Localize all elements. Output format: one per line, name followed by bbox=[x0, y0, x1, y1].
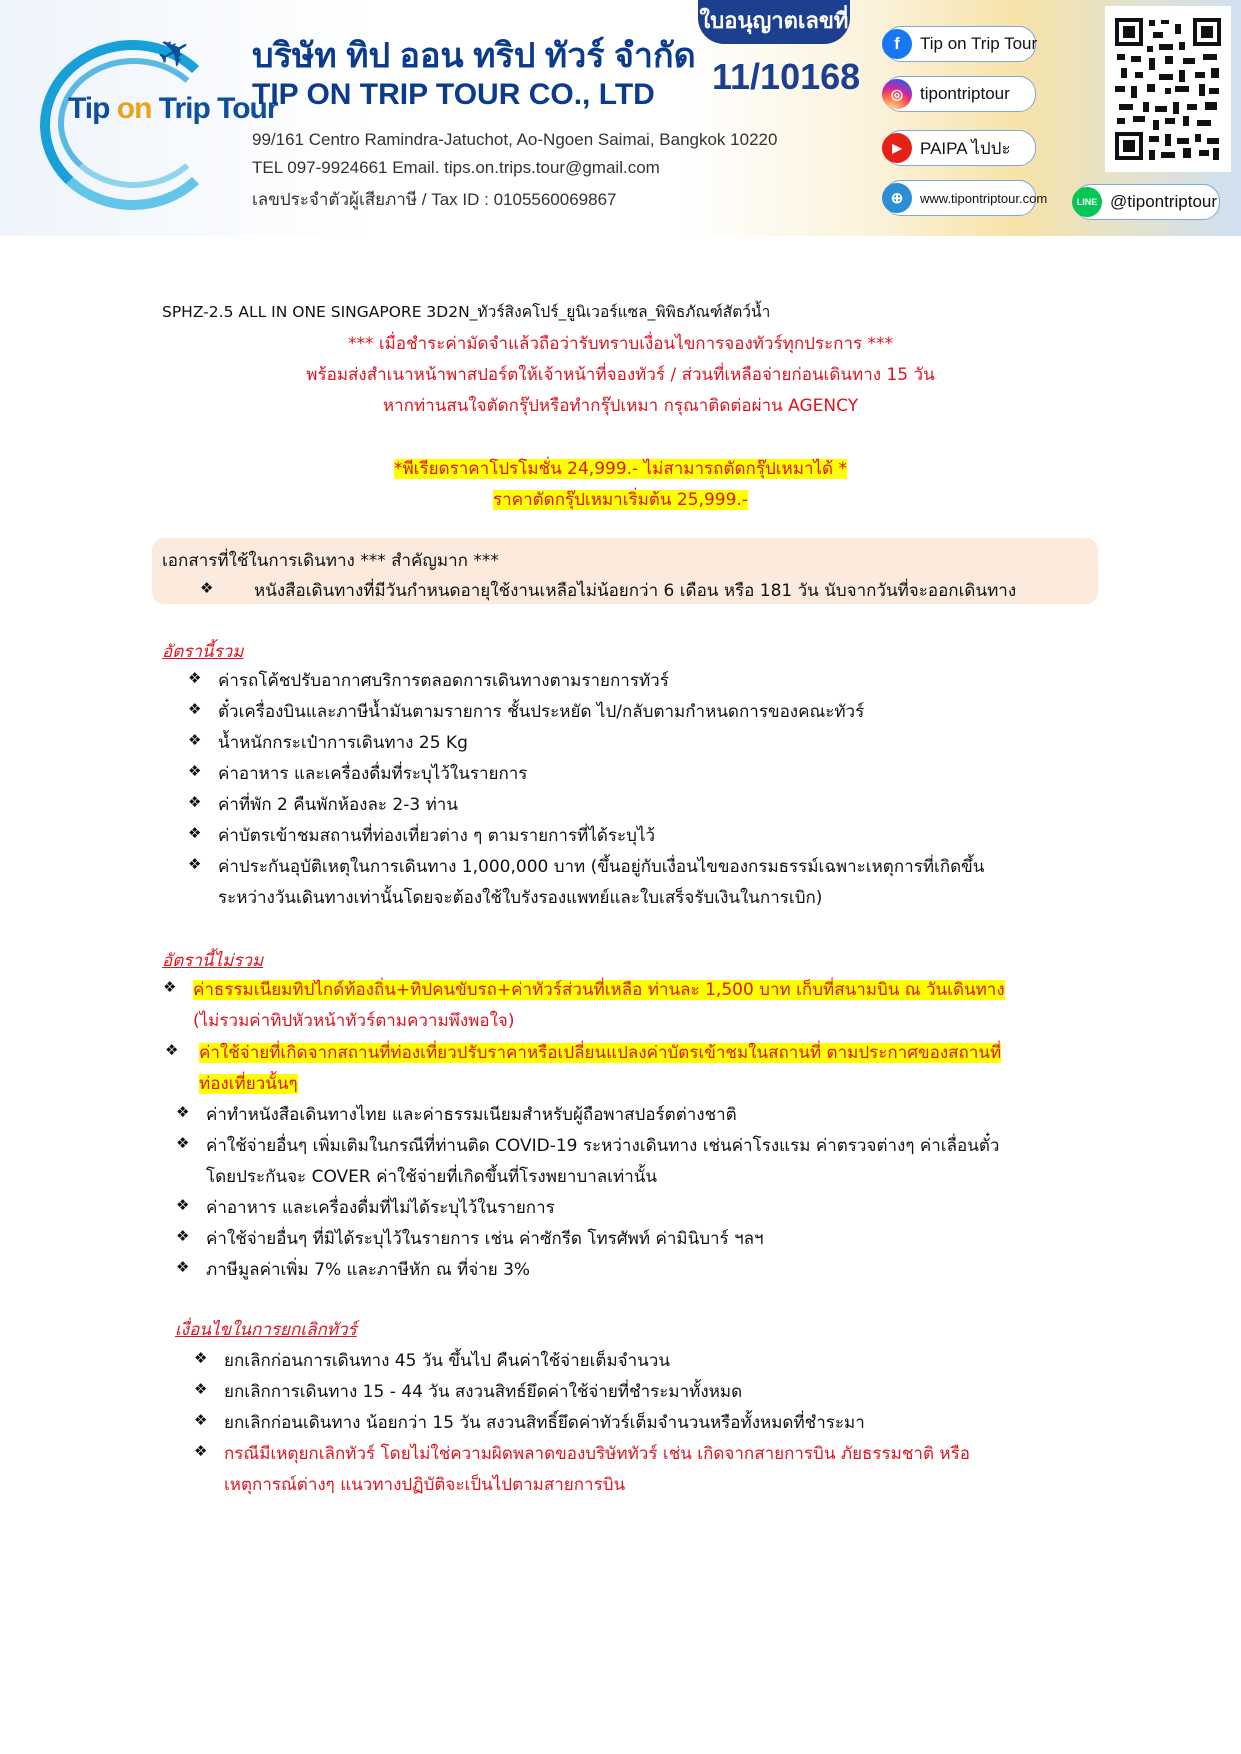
travel-documents-title: เอกสารที่ใช้ในการเดินทาง *** สำคัญมาก *** bbox=[162, 551, 499, 571]
bullet-icon: ❖ bbox=[165, 1041, 179, 1059]
cancel-item: ยกเลิกการเดินทาง 15 - 44 วัน สงวนสิทธ์ยึดค่าใช้จ่ายที่ชำระมาทั้งหมด bbox=[224, 1382, 743, 1402]
facebook-icon: f bbox=[882, 29, 912, 59]
excluded-item-highlight: ค่าธรรมเนียมทิปไกด์ท้องถิ่น+ทิปคนขับรถ+ค่าทัวร์ส่วนที่เหลือ ท่านละ 1,500 บาท เก็บที่สนามบิน ณ วันเดินทาง bbox=[193, 980, 1005, 1000]
travel-documents-item: หนังสือเดินทางที่มีวันกำหนดอายุใช้งานเหลือไม่น้อยกว่า 6 เดือน หรือ 181 วัน นับจากวันที่จะออกเดินทาง bbox=[254, 581, 1017, 601]
tour-title: SPHZ-2.5 ALL IN ONE SINGAPORE 3D2N_ทัวร์สิงคโปร์_ยูนิเวอร์แซล_พิพิธภัณฑ์สัตว์น้ำ bbox=[162, 303, 771, 321]
youtube-icon: ▶ bbox=[882, 133, 912, 163]
cancel-item: ยกเลิกก่อนการเดินทาง 45 วัน ขึ้นไป คืนค่าใช้จ่ายเต็มจำนวน bbox=[224, 1351, 670, 1371]
bullet-icon: ❖ bbox=[188, 700, 202, 718]
excluded-title: อัตรานี้ไม่รวม bbox=[162, 951, 264, 971]
bullet-icon: ❖ bbox=[188, 824, 202, 842]
company-name-en: TIP ON TRIP TOUR CO., LTD bbox=[252, 78, 655, 111]
instagram-icon: ◎ bbox=[882, 79, 912, 109]
company-name-th: บริษัท ทิป ออน ทริป ทัวร์ จำกัด bbox=[252, 37, 696, 75]
included-item: ตั๋วเครื่องบินและภาษีน้ำมันตามรายการ ชั้นประหยัด ไป/กลับตามกำหนดการของคณะทัวร์ bbox=[218, 702, 865, 722]
excluded-item-continued: ท่องเที่ยวนั้นๆ bbox=[199, 1074, 298, 1094]
cancel-title: เงื่อนไขในการยกเลิกทัวร์ bbox=[175, 1320, 357, 1340]
bullet-icon: ❖ bbox=[200, 579, 214, 597]
included-item: ค่าประกันอุบัติเหตุในการเดินทาง 1,000,000 บาท (ขึ้นอยู่กับเงื่อนไขของกรมธรรม์เฉพาะเหตุการที่เกิดขึ้น bbox=[218, 857, 985, 877]
bullet-icon: ❖ bbox=[188, 731, 202, 749]
bullet-icon: ❖ bbox=[176, 1196, 190, 1214]
excluded-item: ภาษีมูลค่าเพิ่ม 7% และภาษีหัก ณ ที่จ่าย 3% bbox=[206, 1260, 531, 1280]
cancel-item-continued: เหตุการณ์ต่างๆ แนวทางปฏิบัติจะเป็นไปตามสายการบิน bbox=[224, 1475, 626, 1495]
agency-notice: หากท่านสนใจตัดกรุ๊ปหรือทำกรุ๊ปเหมา กรุณาติดต่อผ่าน AGENCY bbox=[382, 396, 859, 416]
bullet-icon: ❖ bbox=[163, 978, 177, 996]
bullet-icon: ❖ bbox=[188, 793, 202, 811]
company-address: 99/161 Centro Ramindra-Jatuchot, Ao-Ngoen Saimai, Bangkok 10220 bbox=[252, 130, 778, 149]
letterhead bbox=[0, 0, 1241, 236]
excluded-item-highlight: ค่าใช้จ่ายที่เกิดจากสถานที่ท่องเที่ยวปรับราคาหรือเปลี่ยนแปลงค่าบัตรเข้าชมในสถานที่ ตามประกาศของสถานที่ bbox=[199, 1043, 1002, 1063]
bullet-icon: ❖ bbox=[176, 1227, 190, 1245]
bullet-icon: ❖ bbox=[176, 1258, 190, 1276]
license-label: ใบอนุญาตเลขที่ bbox=[698, 0, 850, 44]
line-icon: LINE bbox=[1072, 187, 1102, 217]
bullet-icon: ❖ bbox=[194, 1349, 208, 1367]
promo-price: *พีเรียดราคาโปรโมชั่น 24,999.- ไม่สามารถตัดกรุ๊ปเหมาได้ * bbox=[393, 459, 848, 479]
included-item: น้ำหนักกระเป๋าการเดินทาง 25 Kg bbox=[218, 733, 468, 753]
bullet-icon: ❖ bbox=[188, 855, 202, 873]
cancel-item: ยกเลิกก่อนเดินทาง น้อยกว่า 15 วัน สงวนสิทธิ์ยึดค่าทัวร์เต็มจำนวนหรือทั้งหมดที่ชำระมา bbox=[224, 1413, 865, 1433]
excluded-item: ค่าใช้จ่ายอื่นๆ เพิ่มเติมในกรณีที่ท่านติด COVID-19 ระหว่างเดินทาง เช่นค่าโรงแรม ค่าตรวจต่างๆ ค่าเลื่อนตั๋ว bbox=[206, 1136, 1000, 1156]
included-item-continued: ระหว่างวันเดินทางเท่านั้นโดยจะต้องใช้ใบรังรองแพทย์และใบเสร็จรับเงินในการเบิก) bbox=[218, 888, 823, 908]
company-contact: TEL 097-9924661 Email. tips.on.trips.tour@gmail.com bbox=[252, 158, 660, 177]
bullet-icon: ❖ bbox=[176, 1103, 190, 1121]
group-price: ราคาตัดกรุ๊ปเหมาเริ่มต้น 25,999.- bbox=[493, 490, 748, 510]
license-number: 11/10168 bbox=[712, 56, 861, 97]
qr-code-image bbox=[1113, 16, 1223, 162]
excluded-item: ค่าใช้จ่ายอื่นๆ ที่มิได้ระบุไว้ในรายการ เช่น ค่าซักรีด โทรศัพท์ ค่ามินิบาร์ ฯลฯ bbox=[206, 1229, 764, 1249]
included-item: ค่าอาหาร และเครื่องดื่มที่ระบุไว้ในรายการ bbox=[218, 764, 528, 784]
bullet-icon: ❖ bbox=[194, 1380, 208, 1398]
included-item: ค่ารถโค้ชปรับอากาศบริการตลอดการเดินทางตามรายการทัวร์ bbox=[218, 671, 669, 691]
qr-code[interactable] bbox=[1105, 6, 1231, 172]
included-item: ค่าที่พัก 2 คืนพักห้องละ 2-3 ท่าน bbox=[218, 795, 458, 815]
excluded-item-continued: (ไม่รวมค่าทิปหัวหน้าทัวร์ตามความพึงพอใจ) bbox=[193, 1011, 515, 1031]
airplane-icon: ✈ bbox=[148, 24, 201, 82]
excluded-item: ค่าอาหาร และเครื่องดื่มที่ไม่ได้ระบุไว้ในรายการ bbox=[206, 1198, 555, 1218]
website-link[interactable]: ⊕ www.tipontriptour.com bbox=[884, 180, 1036, 216]
logo-text: Tip on Trip Tour bbox=[68, 92, 278, 125]
included-title: อัตรานี้รวม bbox=[162, 642, 244, 662]
globe-icon: ⊕ bbox=[882, 183, 912, 213]
youtube-link[interactable]: ▶ PAIPA ไปปะ bbox=[884, 130, 1036, 166]
bullet-icon: ❖ bbox=[188, 669, 202, 687]
bullet-icon: ❖ bbox=[194, 1411, 208, 1429]
passport-notice: พร้อมส่งสำเนาหน้าพาสปอร์ตให้เจ้าหน้าที่จองทัวร์ / ส่วนที่เหลือจ่ายก่อนเดินทาง 15 วัน bbox=[306, 365, 935, 385]
deposit-notice: *** เมื่อชำระค่ามัดจำแล้วถือว่ารับทราบเงื่อนไขการจองทัวร์ทุกประการ *** bbox=[347, 334, 894, 354]
excluded-item-continued: โดยประกันจะ COVER ค่าใช้จ่ายที่เกิดขึ้นที่โรงพยาบาลเท่านั้น bbox=[206, 1167, 657, 1187]
included-item: ค่าบัตรเข้าชมสถานที่ท่องเที่ยวต่าง ๆ ตามรายการที่ได้ระบุไว้ bbox=[218, 826, 656, 846]
bullet-icon: ❖ bbox=[176, 1134, 190, 1152]
excluded-item: ค่าทำหนังสือเดินทางไทย และค่าธรรมเนียมสำหรับผู้ถือพาสปอร์ตต่างชาติ bbox=[206, 1105, 737, 1125]
line-link[interactable]: LINE @tipontriptour bbox=[1074, 184, 1220, 220]
instagram-link[interactable]: ◎ tipontriptour bbox=[884, 76, 1036, 112]
bullet-icon: ❖ bbox=[188, 762, 202, 780]
bullet-icon: ❖ bbox=[194, 1442, 208, 1460]
company-logo bbox=[40, 22, 278, 202]
company-tax-id: เลขประจำตัวผู้เสียภาษี / Tax ID : 0105560069867 bbox=[252, 190, 617, 209]
cancel-item: กรณีมีเหตุยกเลิกทัวร์ โดยไม่ใช่ความผิดพลาดของบริษัททัวร์ เช่น เกิดจากสายการบิน ภัยธรรมชาติ หรือ bbox=[224, 1444, 970, 1464]
facebook-link[interactable]: f Tip on Trip Tour bbox=[884, 26, 1036, 62]
